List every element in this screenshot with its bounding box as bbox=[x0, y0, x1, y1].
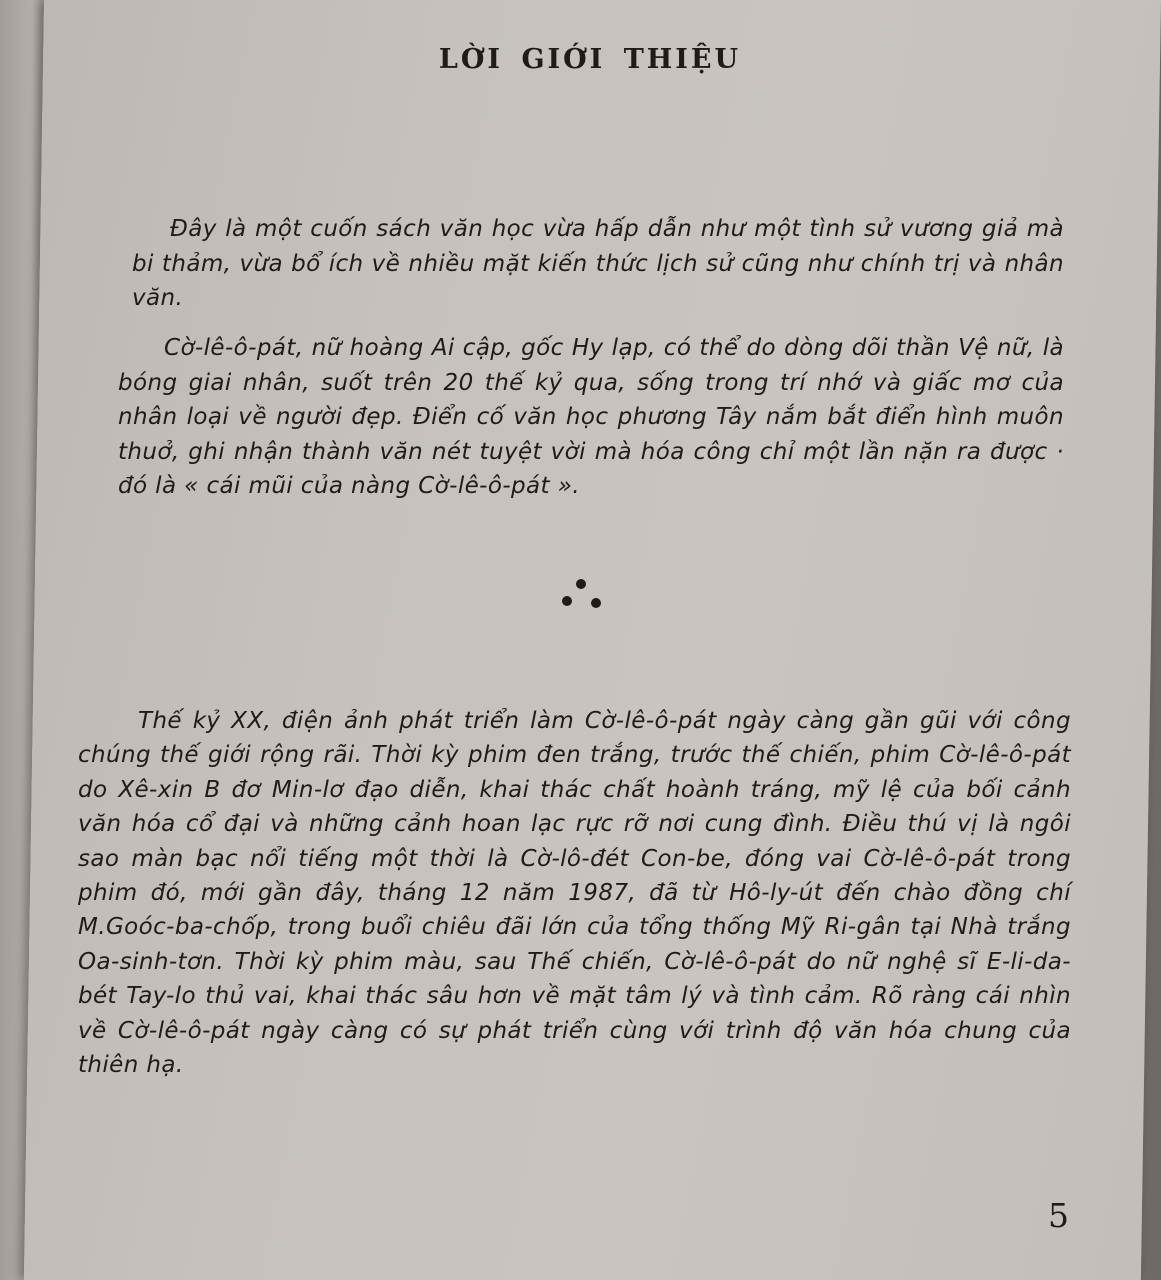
intro-paragraph-3: Thế kỷ XX, điện ảnh phát triển làm Cờ-lê-ô-pát ngày càng gần gũi với công chúng thế giới rộng rãi. Thời kỳ phim đen trắng, trước thế chiến, phim Cờ-lê-ô-pát do Xê-xin B đơ Min-lơ đạo diễn, khai thác chất hoành tráng, mỹ lệ của bối cảnh văn hóa cổ đại và những cảnh hoan lạc rực rỡ nơi cung đình. Điều thú vị là ngôi sao màn bạc nổi tiếng một thời là Cờ-lô-đét Con-be, đóng vai Cờ-lê-ô-pát trong phim đó, mới gần đây, tháng 12 năm 1987, đã từ Hô-ly-út đến chào đồng chí M.Goóc-ba-chốp, trong buổi chiêu đãi lớn của tổng thống Mỹ Ri-gân tại Nhà trắng Oa-sinh-tơn. Thời kỳ phim màu, sau Thế chiến, Cờ-lê-ô-pát do nữ nghệ sĩ E-li-da-bét Tay-lo thủ vai, khai thác sâu hơn về mặt tâm lý và tình cảm. Rõ ràng cái nhìn về Cờ-lê-ô-pát ngày càng có sự phát triển cùng với trình độ văn hóa chung của thiên hạ. bbox=[78, 708, 1071, 1079]
chapter-title: LỜI GIỚI THIỆU bbox=[438, 44, 742, 75]
separator-dot bbox=[562, 596, 572, 606]
intro-paragraph-1: Đây là một cuốn sách văn học vừa hấp dẫn như một tình sử vương giả mà bi thảm, vừa bổ ích về nhiều mặt kiến thức lịch sử cũng như chính trị và nhân văn. bbox=[132, 216, 1064, 312]
page-number: 5 bbox=[1048, 1196, 1069, 1235]
section-separator-asterism bbox=[555, 576, 607, 614]
separator-dot bbox=[591, 598, 601, 608]
intro-paragraph-2: Cờ-lê-ô-pát, nữ hoàng Ai cập, gốc Hy lạp, có thể do dòng dõi thần Vệ nữ, là bóng giai nhân, suốt trên 20 thế kỷ qua, sống trong trí nhớ và giấc mơ của nhân loại về người đẹp. Điển cố văn học phương Tây nắm bắt điển hình muôn thuở, ghi nhận thành văn nét tuyệt vời mà hóa công chỉ một lần nặn ra được · đó là « cái mũi của nàng Cờ-lê-ô-pát ». bbox=[118, 335, 1064, 500]
separator-dot bbox=[576, 579, 586, 589]
